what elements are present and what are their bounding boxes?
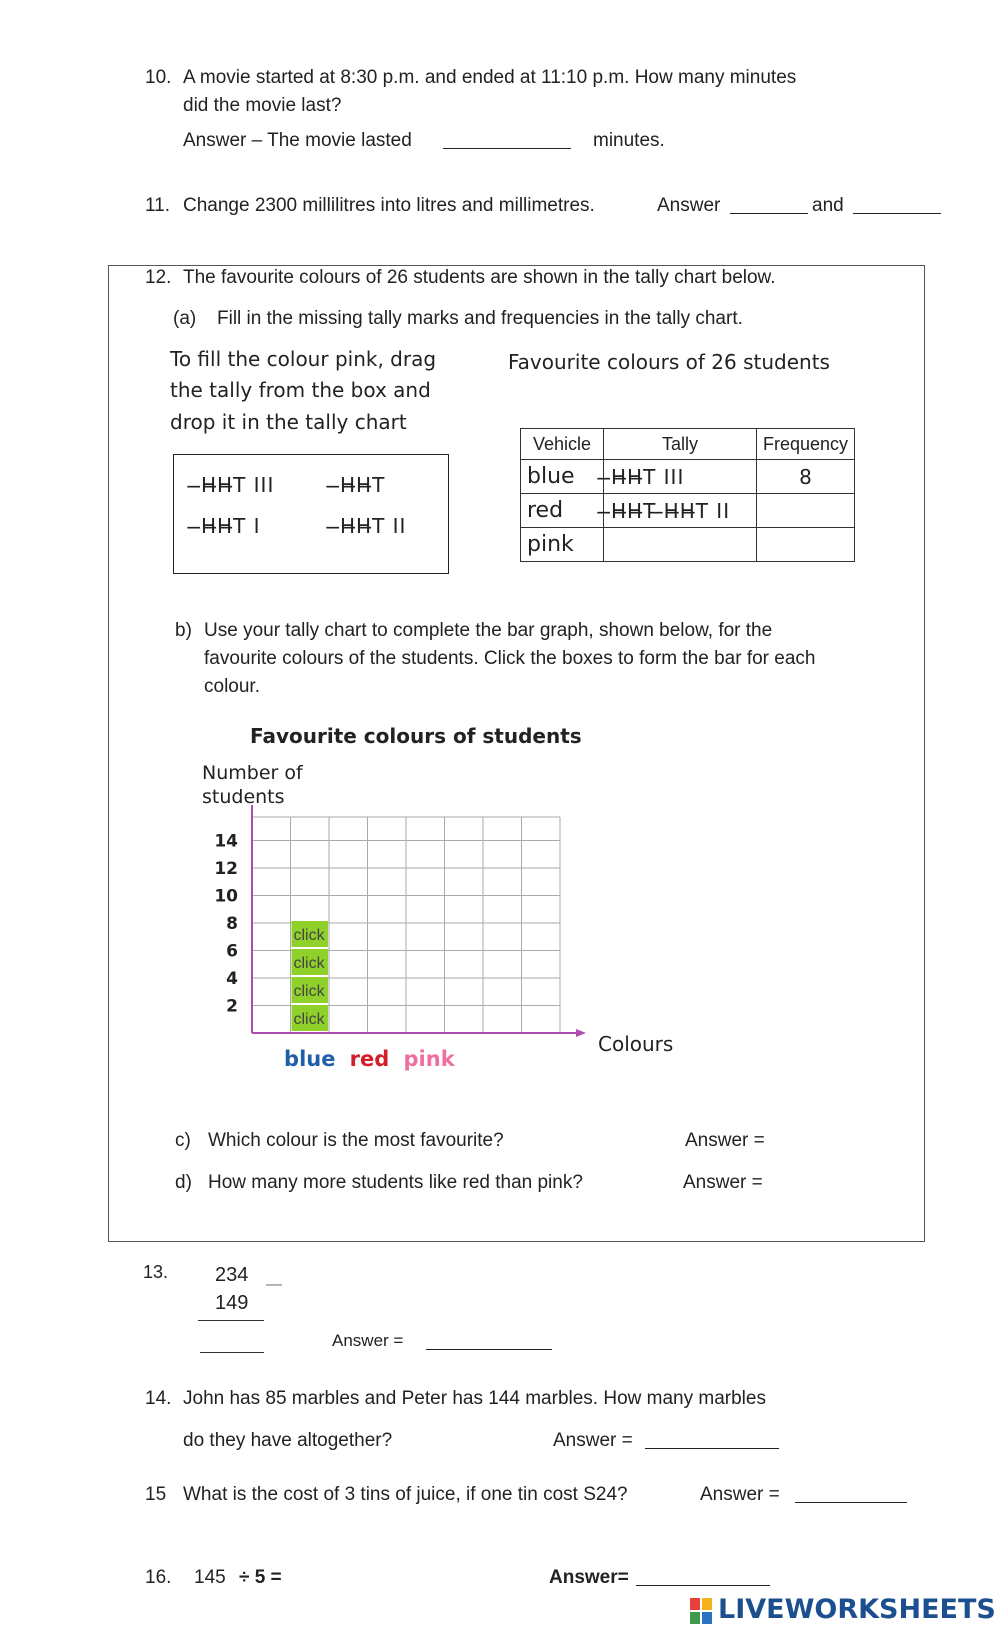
chart-title: Favourite colours of students (250, 724, 582, 748)
bar-click-label[interactable]: click (293, 1011, 325, 1028)
q16-number: 16. (145, 1567, 172, 1588)
q14-answer-label: Answer = (553, 1430, 633, 1451)
q12-part-b-line: favourite colours of the students. Click the boxes to form the bar for each (204, 648, 816, 669)
q16-expr-a: 145 (194, 1567, 226, 1588)
tally-colour: blue (521, 460, 604, 494)
draggable-tally[interactable]: ̶H̶H̶T III (200, 473, 275, 497)
q11-answer-label: Answer (657, 195, 721, 216)
draggable-tally[interactable]: ̶H̶H̶T I (200, 514, 261, 538)
y-tick-label: 10 (214, 886, 238, 907)
q10-answer-input[interactable] (443, 130, 571, 155)
q10-line1: A movie started at 8:30 p.m. and ended at 11:10 p.m. How many minutes (183, 67, 797, 88)
chart-xlabel: Colours (598, 1032, 674, 1056)
q13-operator: — (266, 1276, 282, 1293)
tally-header-tally: Tally (604, 429, 757, 460)
bar-click-label[interactable]: click (293, 927, 325, 944)
tally-chart (520, 428, 855, 562)
drag-instruction-3: drop it in the tally chart (170, 410, 407, 434)
tally-row (521, 460, 855, 494)
tally-marks: ̶H̶H̶T III (604, 460, 757, 494)
q12-part-c-label: c) (175, 1130, 191, 1151)
q12-part-b-line: Use your tally chart to complete the bar graph, shown below, for the (204, 620, 773, 641)
q10-line2: did the movie last? (183, 95, 342, 116)
tally-chart-title: Favourite colours of 26 students (508, 350, 830, 374)
x-tick-label-pink: pink (403, 1047, 455, 1071)
liveworksheets-brand: LIVEWORKSHEETS (718, 1594, 996, 1625)
tally-row (521, 528, 855, 562)
tally-frequency-input[interactable] (757, 528, 855, 562)
tally-header-vehicle: Vehicle (521, 429, 604, 460)
q11-answer-input-2[interactable] (853, 195, 941, 220)
q15-answer-input[interactable] (795, 1484, 907, 1509)
q14-number: 14. (145, 1388, 172, 1409)
tally-row (521, 494, 855, 528)
tally-colour: red (521, 494, 604, 528)
q13-top: 234 (215, 1264, 249, 1286)
q12-intro: The favourite colours of 26 students are shown in the tally chart below. (183, 267, 776, 288)
x-tick-label-red: red (349, 1047, 390, 1071)
x-axis-arrow (576, 1029, 586, 1037)
q13-number: 13. (143, 1262, 169, 1282)
q12-number: 12. (145, 267, 172, 288)
q13-rule (198, 1320, 264, 1321)
draggable-tally[interactable]: ̶H̶H̶T II (339, 514, 407, 538)
q10-answer-suffix: minutes. (593, 130, 665, 151)
tally-marks: ̶H̶H̶T ̶H̶H̶T II (604, 494, 757, 528)
q14-line2: do they have altogether? (183, 1430, 393, 1451)
chart-ylabel-line: students (202, 786, 285, 808)
q14-line1: John has 85 marbles and Peter has 144 marbles. How many marbles (183, 1388, 766, 1409)
q13-bottom: 149 (215, 1292, 249, 1314)
y-tick-label: 6 (226, 941, 238, 962)
q11-number: 11. (145, 195, 171, 216)
tally-frequency-input[interactable] (757, 494, 855, 528)
q12-part-b-label: b) (175, 620, 192, 641)
q12-part-a-label: (a) (173, 308, 197, 329)
drag-instruction-2: the tally from the box and (170, 378, 431, 402)
y-tick-label: 2 (226, 996, 238, 1017)
q12-part-c-text: Which colour is the most favourite? (208, 1130, 504, 1151)
q10-answer-prefix: Answer – The movie lasted (183, 130, 412, 151)
q14-answer-input[interactable] (645, 1430, 779, 1455)
q11-answer-input-1[interactable] (730, 195, 808, 220)
q12-part-a-text: Fill in the missing tally marks and frequencies in the tally chart. (217, 308, 743, 329)
liveworksheets-logo-icon (690, 1598, 714, 1626)
q16-expr-b: ÷ 5 = (239, 1567, 282, 1588)
drag-instruction-1: To fill the colour pink, drag (170, 347, 437, 371)
y-tick-label: 12 (214, 859, 238, 879)
q13-answer-line[interactable] (200, 1352, 264, 1353)
q15-text: What is the cost of 3 tins of juice, if one tin cost S24? (183, 1484, 628, 1505)
tally-drop-target[interactable] (604, 528, 757, 562)
q12-part-d-label: d) (175, 1172, 192, 1193)
q11-and: and (812, 195, 844, 216)
q10-number: 10. (145, 67, 172, 88)
x-tick-label-blue: blue (284, 1047, 336, 1071)
tally-colour: pink (521, 528, 604, 562)
tally-frequency[interactable]: 8 (757, 460, 855, 494)
chart-ylabel-line: Number of (202, 762, 303, 784)
y-tick-label: 4 (226, 969, 238, 989)
draggable-tally[interactable]: ̶H̶H̶T (339, 473, 386, 497)
q11-text: Change 2300 millilitres into litres and millimetres. (183, 195, 595, 216)
q15-number: 15 (145, 1484, 167, 1505)
q12-part-d-text: How many more students like red than pink? (208, 1172, 583, 1193)
q12-part-b-line: colour. (204, 676, 260, 697)
q15-answer-label: Answer = (700, 1484, 780, 1505)
q16-answer-input[interactable] (636, 1567, 770, 1592)
q12-part-d-answer[interactable]: Answer = (683, 1172, 763, 1193)
bar-click-label[interactable]: click (293, 955, 325, 972)
q13-answer-input[interactable] (426, 1331, 552, 1356)
q13-answer-label: Answer = (332, 1331, 404, 1350)
tally-header-frequency: Frequency (757, 429, 855, 460)
q12-part-c-answer[interactable]: Answer = (685, 1130, 765, 1151)
bar-click-label[interactable]: click (293, 983, 325, 1000)
y-tick-label: 14 (214, 831, 238, 852)
q16-answer-label: Answer= (549, 1567, 629, 1588)
y-tick-label: 8 (226, 914, 238, 934)
